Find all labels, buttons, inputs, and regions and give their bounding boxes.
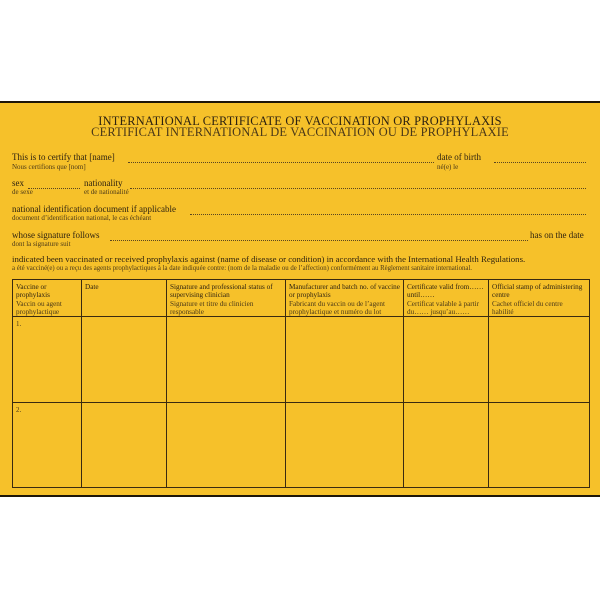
certificate-title-french: CERTIFICAT INTERNATIONAL DE VACCINATION OU DE PROPHYLAXIE [91, 125, 509, 139]
header-vaccine: Vaccine or prophylaxis Vaccin ou agent prophylactique [16, 283, 62, 317]
sex-label: sex [12, 178, 24, 188]
on-the-date-label: has on the date [530, 230, 584, 240]
date-of-birth-label-french: né(e) le [437, 163, 459, 171]
date-of-birth-field[interactable] [494, 162, 586, 163]
nationality-field[interactable] [130, 188, 586, 189]
column-divider [403, 280, 404, 487]
header-signature: Signature and professional status of supervising clinician Signature et titre du clinicien responsable [170, 283, 273, 317]
row-number-2: 2. [16, 406, 22, 414]
row-divider [13, 402, 589, 403]
sex-field[interactable] [28, 188, 80, 189]
header-official-stamp: Official stamp of administering centre Cachet officiel du centre habilité [492, 283, 583, 317]
row-number-1: 1. [16, 320, 22, 328]
signature-label: whose signature follows [12, 230, 100, 240]
sex-label-french: de sexe [12, 188, 33, 196]
certify-label-french: Nous certifions que [nom] [12, 163, 86, 171]
vaccination-record-table [12, 279, 590, 488]
certify-label: This is to certify that [name] [12, 152, 115, 162]
column-divider [285, 280, 286, 487]
signature-label-french: dont la signature suit [12, 240, 71, 248]
header-manufacturer: Manufacturer and batch no. of vaccine or prophylaxis Fabricant du vaccin ou de l’agent prophylactique et numéro du lot [289, 283, 400, 317]
date-of-birth-label: date of birth [437, 152, 481, 162]
name-field[interactable] [128, 162, 434, 163]
signature-field[interactable] [110, 240, 528, 241]
column-divider [166, 280, 167, 487]
header-certificate-valid: Certificate valid from…… until…… Certificat valable à partir du…… jusqu’au…… [407, 283, 484, 317]
certificate-title-english: INTERNATIONAL CERTIFICATE OF VACCINATION OR PROPHYLAXIS [98, 114, 502, 128]
vaccination-certificate-card [0, 101, 600, 497]
nationality-label-french: et de nationalité [84, 188, 129, 196]
column-divider [81, 280, 82, 487]
indicated-statement: indicated been vaccinated or received prophylaxis against (name of disease or condition) in accordance with the International Health Regulations. [12, 254, 526, 264]
header-date: Date [85, 283, 99, 291]
national-id-label-french: document d’identification national, le cas échéant [12, 214, 152, 222]
column-divider [488, 280, 489, 487]
nationality-label: nationality [84, 178, 123, 188]
national-id-label: national identification document if applicable [12, 204, 176, 214]
national-id-field[interactable] [190, 214, 586, 215]
indicated-statement-french: a été vacciné(e) ou a reçu des agents prophylactiques à la date indiquée contre: (nom de la maladie ou de l’affection) conformément au Règlement sanitaire international. [12, 265, 472, 272]
